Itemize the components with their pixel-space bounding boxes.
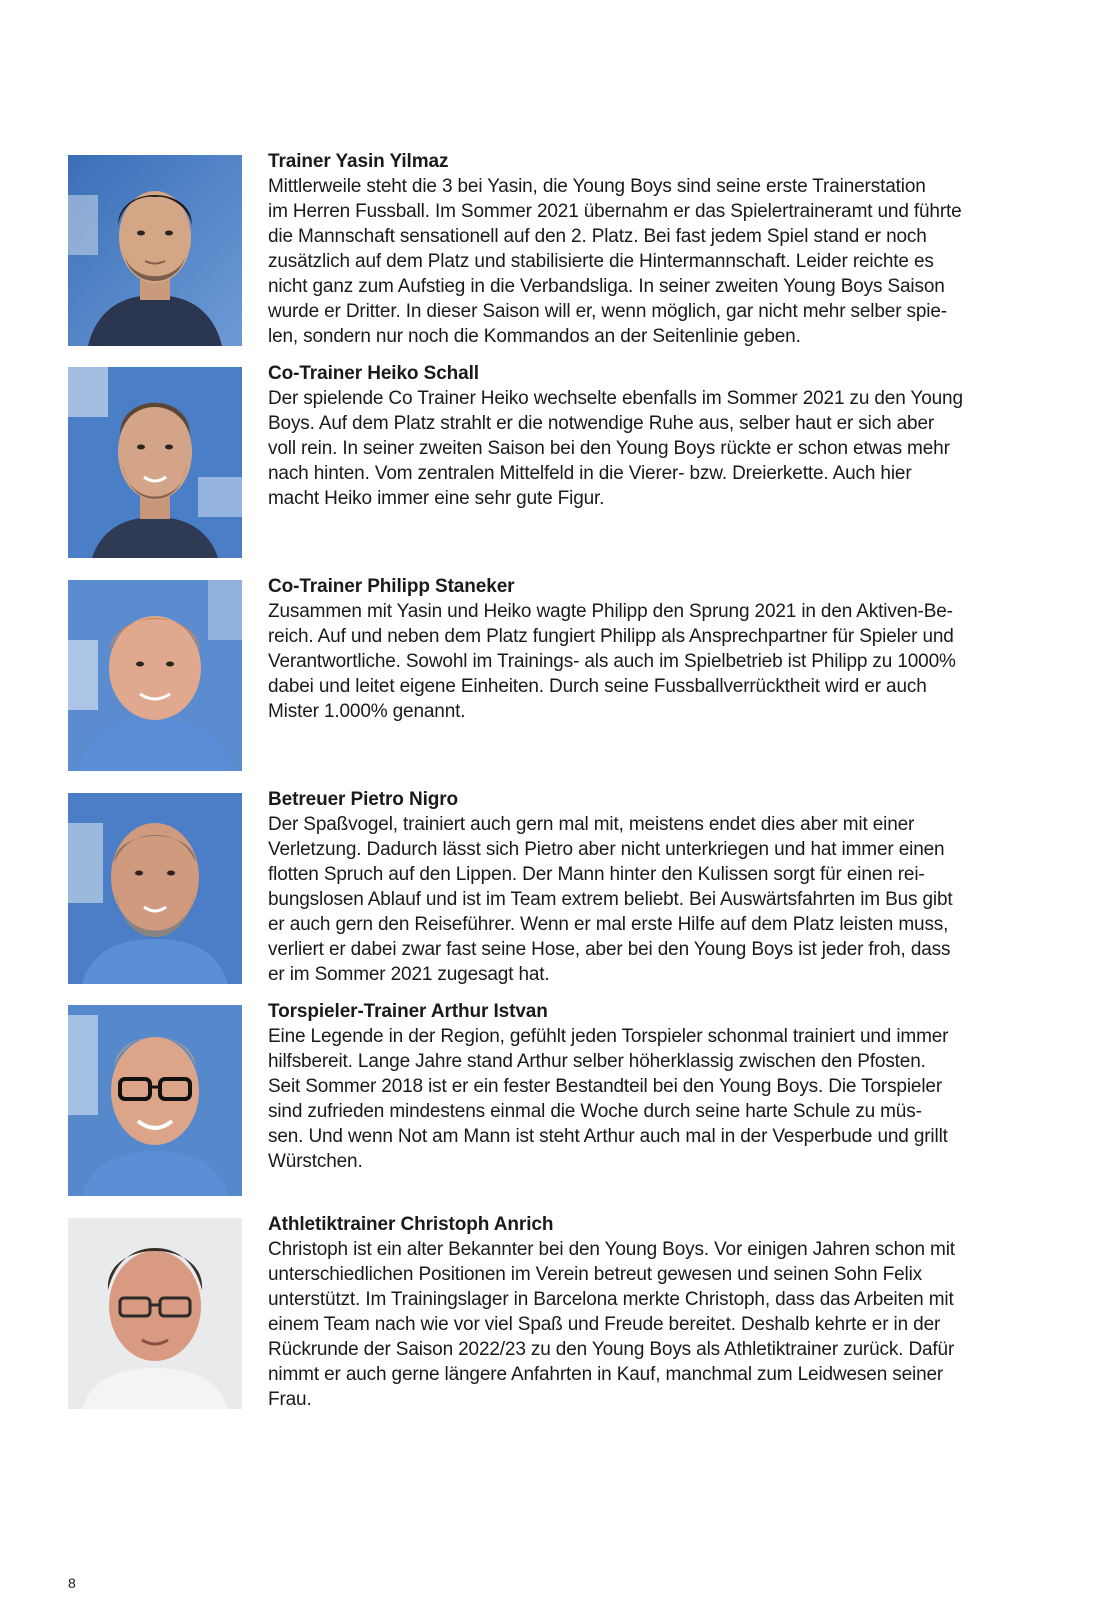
- entry-text: [268, 1212, 1058, 1412]
- entry-name: Torspieler-Trainer Arthur Istvan: [268, 1001, 548, 1022]
- portrait-photo-philipp-staneker: [68, 580, 242, 771]
- entry-description: Eine Legende in der Region, gefühlt jeden Torspieler schonmal trainiert und immer hilfsbereit. Lange Jahre stand Arthur selber höherklassig zwischen den Pfosten. Seit Sommer 2018 ist er ein fester Bestandteil bei den Young Boys. Die Torspieler sind zufrieden mindestens einmal die Woche durch seine harte Schule zu müs- sen. Und wenn Not am Mann ist steht Arthur auch mal in der Vesperbude und grillt Würstchen.: [268, 1026, 949, 1172]
- entry-name: Co-Trainer Philipp Staneker: [268, 576, 515, 597]
- entry-text: [268, 999, 1058, 1174]
- portrait-photo-christoph-anrich: [68, 1218, 242, 1409]
- portrait-image: [68, 793, 242, 984]
- portrait-image: [68, 155, 242, 346]
- entry-description: Christoph ist ein alter Bekannter bei den Young Boys. Vor einigen Jahren schon mit unterschiedlichen Positionen im Verein betreut gewesen und seinen Sohn Felix unterstützt. Im Trainingslager in Barcelona merkte Christoph, dass das Arbeiten mit einem Team nach wie vor viel Spaß und Freude bereitet. Deshalb kehrte er in der Rückrunde der Saison 2022/23 zu den Young Boys als Athletiktrainer zurück. Dafür nimmt er auch gerne längere Anfahrten in Kauf, manchmal zum Leidwesen seiner Frau.: [268, 1239, 955, 1410]
- page-number: 8: [68, 1575, 76, 1591]
- portrait-image: [68, 1218, 242, 1409]
- entry-text: [268, 149, 1058, 349]
- entry-text: [268, 361, 1058, 511]
- staff-entry-yasin-yilmaz: [68, 151, 1058, 347]
- entry-description: Mittlerweile steht die 3 bei Yasin, die Young Boys sind seine erste Trainerstation im Herren Fussball. Im Sommer 2021 übernahm er das Spielertraineramt und führte die Mannschaft sensationell auf den 2. Platz. Bei fast jedem Spiel stand er noch zusätzlich auf dem Platz und stabilisierte die Hintermannschaft. Leider reichte es nicht ganz zum Aufstieg in die Verbandsliga. In seiner zweiten Young Boys Saison wurde er Dritter. In dieser Saison will er, wenn möglich, gar nicht mehr selber spie- len, sondern nur noch die Kommandos an der Seitenlinie geben.: [268, 176, 962, 347]
- entry-name: Co-Trainer Heiko Schall: [268, 363, 479, 384]
- entry-name: Trainer Yasin Yilmaz: [268, 151, 449, 172]
- portrait-photo-yasin-yilmaz: [68, 155, 242, 346]
- entry-text: [268, 574, 1058, 724]
- staff-entry-philipp-staneker: [68, 576, 1058, 772]
- portrait-image: [68, 367, 242, 558]
- entry-text: [268, 787, 1058, 987]
- staff-entry-pietro-nigro: [68, 789, 1058, 985]
- staff-entry-heiko-schall: [68, 363, 1058, 559]
- portrait-image: [68, 1005, 242, 1196]
- staff-entry-arthur-istvan: [68, 1001, 1058, 1197]
- portrait-image: [68, 580, 242, 771]
- entry-description: Zusammen mit Yasin und Heiko wagte Philipp den Sprung 2021 in den Aktiven-Be- reich. Auf und neben dem Platz fungiert Philipp als Ansprechpartner für Spieler und Verantwortliche. Sowohl im Trainings- als auch im Spielbetrieb ist Philipp zu 1000% dabei und leitet eigene Einheiten. Durch seine Fussballverrücktheit wird er auch Mister 1.000% genannt.: [268, 601, 956, 722]
- staff-entry-christoph-anrich: [68, 1214, 1058, 1410]
- portrait-photo-heiko-schall: [68, 367, 242, 558]
- entry-description: Der Spaßvogel, trainiert auch gern mal mit, meistens endet dies aber mit einer Verletzung. Dadurch lässt sich Pietro aber nicht unterkriegen und hat immer einen flotten Spruch auf den Lippen. Der Mann hinter den Kulissen sorgt für einen rei- bungslosen Ablauf und ist im Team extrem beliebt. Bei Auswärtsfahrten im Bus gibt er auch gern den Reiseführer. Wenn er mal erste Hilfe auf dem Platz leisten muss, verliert er dabei zwar fast seine Hose, aber bei den Young Boys ist jeder froh, dass er im Sommer 2021 zugesagt hat.: [268, 814, 953, 985]
- portrait-photo-arthur-istvan: [68, 1005, 242, 1196]
- entry-name: Athletiktrainer Christoph Anrich: [268, 1214, 554, 1235]
- entry-name: Betreuer Pietro Nigro: [268, 789, 459, 810]
- portrait-photo-pietro-nigro: [68, 793, 242, 984]
- entry-description: Der spielende Co Trainer Heiko wechselte ebenfalls im Sommer 2021 zu den Young Boys. Auf dem Platz strahlt er die notwendige Ruhe aus, selber haut er sich aber voll rein. In seiner zweiten Saison bei den Young Boys rückte er schon etwas mehr nach hinten. Vom zentralen Mittelfeld in die Vierer- bzw. Dreierkette. Auch hier macht Heiko immer eine sehr gute Figur.: [268, 388, 963, 509]
